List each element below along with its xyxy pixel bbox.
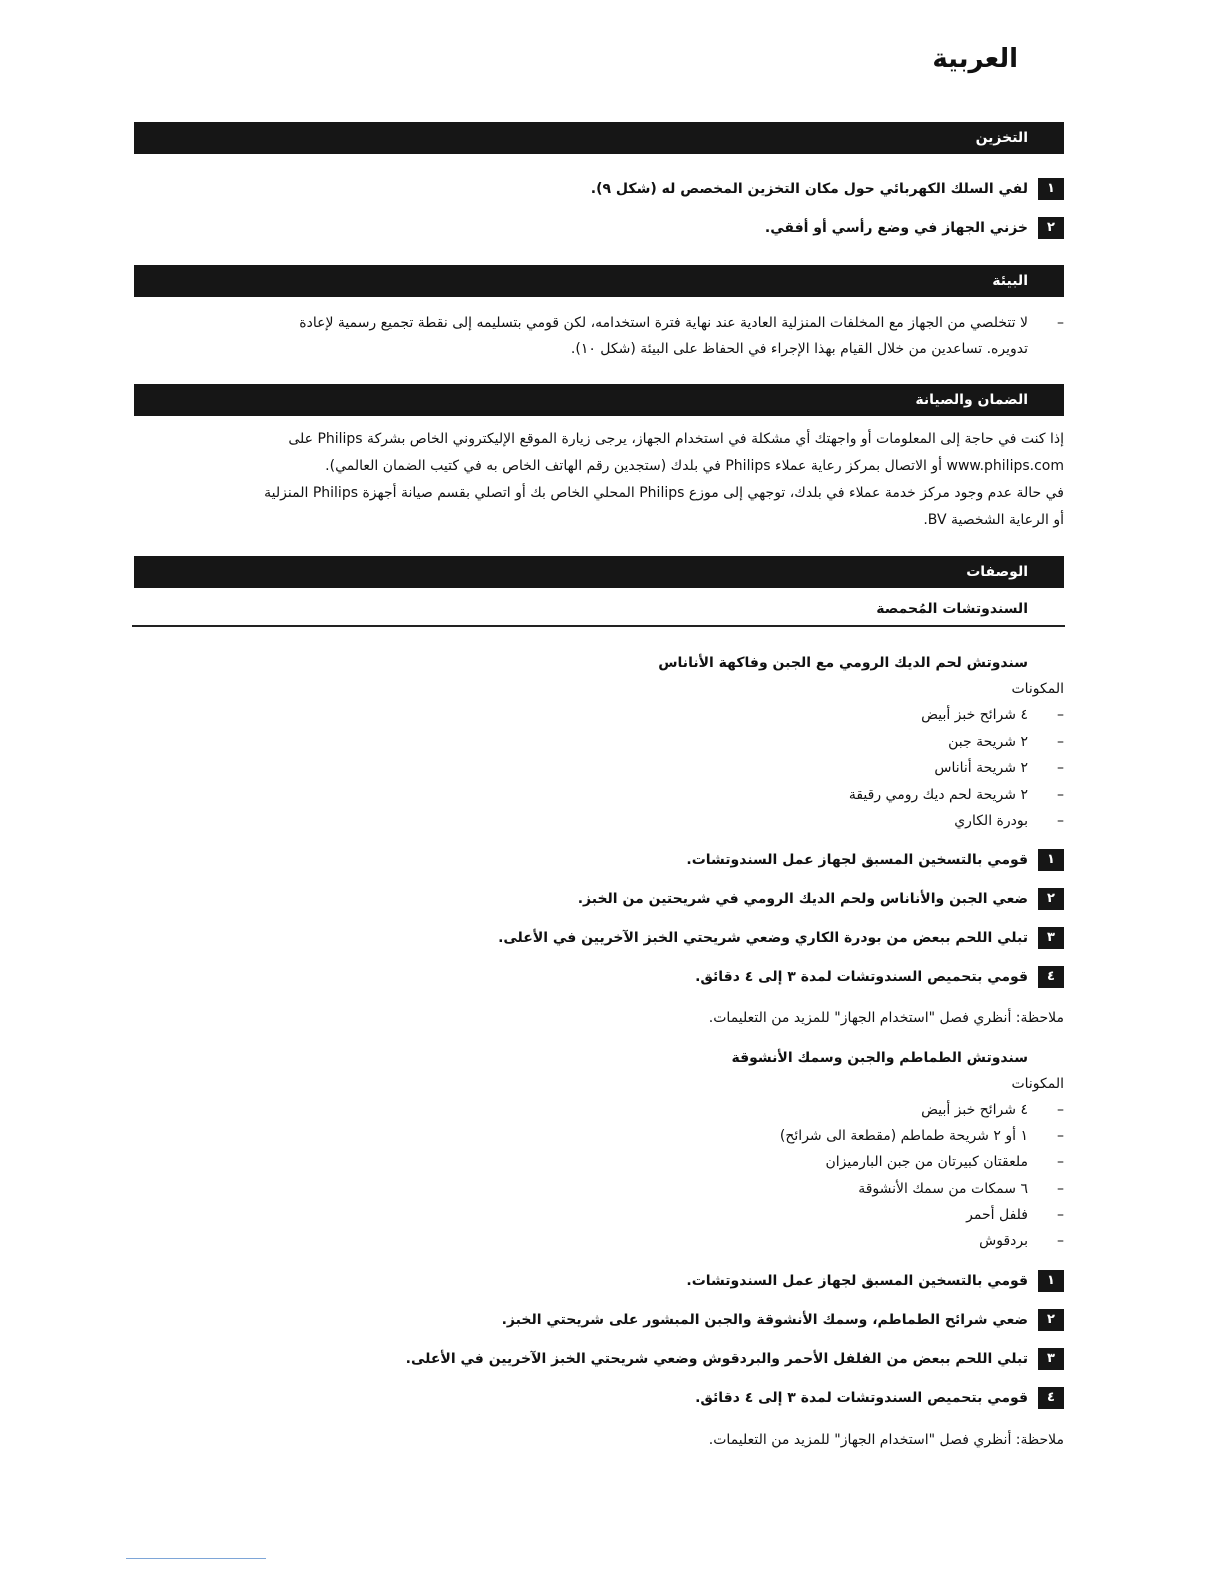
environment-paragraph	[178, 310, 1028, 362]
step-number: ٤	[1038, 966, 1064, 988]
environment-line-1: لا تتخلصي من الجهاز مع المخلفات المنزلية العادية عند نهاية فترة استخدامه، لكن قومي بتسليمه إلى نقطة تجميع رسمية لإعادة	[299, 315, 1028, 331]
section-header-guarantee: الضمان والصيانة	[134, 384, 1064, 416]
guarantee-line-3: في حالة عدم وجود مركز خدمة عملاء في بلدك، توجهي إلى موزع Philips المحلي الخاص بك أو اتصلي بقسم صيانة أجهزة Philips المنزلية	[264, 485, 1064, 501]
step-text: لفي السلك الكهربائي حول مكان التخزين المخصص له (شكل ٩).	[590, 181, 1028, 197]
recipe2-ingredient: – ٦ سمكات من سمك الأنشوقة	[858, 1181, 1064, 1197]
recipe2-note	[709, 1432, 1064, 1448]
note-text: أنظري فصل "استخدام الجهاز" للمزيد من التعليمات.	[708, 1432, 1012, 1448]
note-label: ملاحظة:	[1015, 1432, 1064, 1448]
step-text: تبلي اللحم ببعض من بودرة الكاري وضعي شريحتي الخبز الآخريين في الأعلى.	[498, 930, 1028, 946]
step-text: ضعي شرائح الطماطم، وسمك الأنشوقة والجبن المبشور على شريحتي الخبز.	[501, 1312, 1028, 1328]
step-number: ٣	[1038, 1348, 1064, 1370]
recipe2-ingredient: – ١ أو ٢ شريحة طماطم (مقطعة الى شرائح)	[779, 1128, 1064, 1144]
recipe2-step-3	[406, 1348, 1064, 1370]
recipe2-ingredients-label: المكونات	[1011, 1076, 1064, 1092]
storage-step-1	[591, 178, 1064, 200]
guarantee-paragraph	[134, 426, 1064, 534]
environment-dash: –	[1057, 315, 1064, 331]
recipe1-step-3	[498, 927, 1064, 949]
guarantee-line-2: www.philips.com أو الاتصال بمركز رعاية عملاء Philips في بلدك (ستجدين رقم الهاتف الخاص به في كتيب الضمان العالمي).	[325, 458, 1064, 474]
recipe1-ingredient: – ٤ شرائح خبز أبيض	[921, 707, 1064, 723]
environment-line-2: تدويره. تساعدين من خلال القيام بهذا الإجراء في الحفاظ على البيئة (شكل ١٠).	[570, 341, 1028, 357]
recipe1-ingredient: – ٢ شريحة أناناس	[934, 760, 1064, 776]
storage-step-2	[765, 217, 1064, 239]
step-number: ٢	[1038, 217, 1064, 239]
step-text: قومي بالتسخين المسبق لجهاز عمل السندوتشات.	[686, 852, 1028, 868]
step-text: قومي بتحميص السندوتشات لمدة ٣ إلى ٤ دقائق.	[695, 1390, 1028, 1406]
recipe1-ingredient: – ٢ شريحة جبن	[948, 734, 1064, 750]
recipe2-step-2	[502, 1309, 1064, 1331]
recipe1-ingredients-label: المكونات	[1011, 681, 1064, 697]
recipe1-ingredient: – ٢ شريحة لحم ديك رومي رقيقة	[848, 787, 1064, 803]
step-number: ٣	[1038, 927, 1064, 949]
recipe2-step-4	[695, 1387, 1064, 1409]
recipe1-step-2	[578, 888, 1064, 910]
subheading-rule	[132, 625, 1065, 627]
section-header-environment: البيئة	[134, 265, 1064, 297]
step-number: ٢	[1038, 888, 1064, 910]
recipe2-ingredient: – ٤ شرائح خبز أبيض	[921, 1102, 1064, 1118]
step-number: ٤	[1038, 1387, 1064, 1409]
step-text: قومي بالتسخين المسبق لجهاز عمل السندوتشات.	[686, 1273, 1028, 1289]
guarantee-line-4: أو الرعاية الشخصية BV.	[923, 512, 1064, 528]
section-header-recipes: الوصفات	[134, 556, 1064, 588]
step-number: ١	[1038, 1270, 1064, 1292]
page-title: العربية	[932, 44, 1018, 74]
step-text: ضعي الجبن والأناناس ولحم الديك الرومي في شريحتين من الخبز.	[577, 891, 1028, 907]
step-number: ٢	[1038, 1309, 1064, 1331]
note-text: أنظري فصل "استخدام الجهاز" للمزيد من التعليمات.	[708, 1010, 1012, 1026]
recipe1-title: سندوتش لحم الديك الرومي مع الجبن وفاكهة الأناناس	[658, 655, 1028, 671]
recipe2-ingredient: – بردقوش	[979, 1233, 1064, 1249]
section-header-storage: التخزين	[134, 122, 1064, 154]
footer-rule	[126, 1558, 266, 1559]
recipe1-step-4	[695, 966, 1064, 988]
recipe2-ingredient: – ملعقتان كبيرتان من جبن البارميزان	[825, 1154, 1064, 1170]
recipe1-ingredient: – بودرة الكاري	[954, 813, 1064, 829]
step-text: خزني الجهاز في وضع رأسي أو أفقي.	[764, 220, 1028, 236]
step-text: تبلي اللحم ببعض من الفلفل الأحمر والبردقوش وضعي شريحتي الخبز الآخريين في الأعلى.	[405, 1351, 1028, 1367]
note-label: ملاحظة:	[1015, 1010, 1064, 1026]
recipe2-title: سندوتش الطماطم والجبن وسمك الأنشوقة	[731, 1050, 1028, 1066]
guarantee-line-1: إذا كنت في حاجة إلى المعلومات أو واجهتك أي مشكلة في استخدام الجهاز، يرجى زيارة الموقع الإليكتروني الخاص بشركة Philips على	[288, 431, 1064, 447]
recipe1-step-1	[686, 849, 1064, 871]
recipe1-note	[709, 1010, 1064, 1026]
step-text: قومي بتحميص السندوتشات لمدة ٣ إلى ٤ دقائق.	[695, 969, 1028, 985]
recipes-subheading: السندوتشات المُحمصة	[876, 601, 1028, 617]
step-number: ١	[1038, 178, 1064, 200]
recipe2-step-1	[686, 1270, 1064, 1292]
recipe2-ingredient: – فلفل أحمر	[966, 1207, 1064, 1223]
step-number: ١	[1038, 849, 1064, 871]
